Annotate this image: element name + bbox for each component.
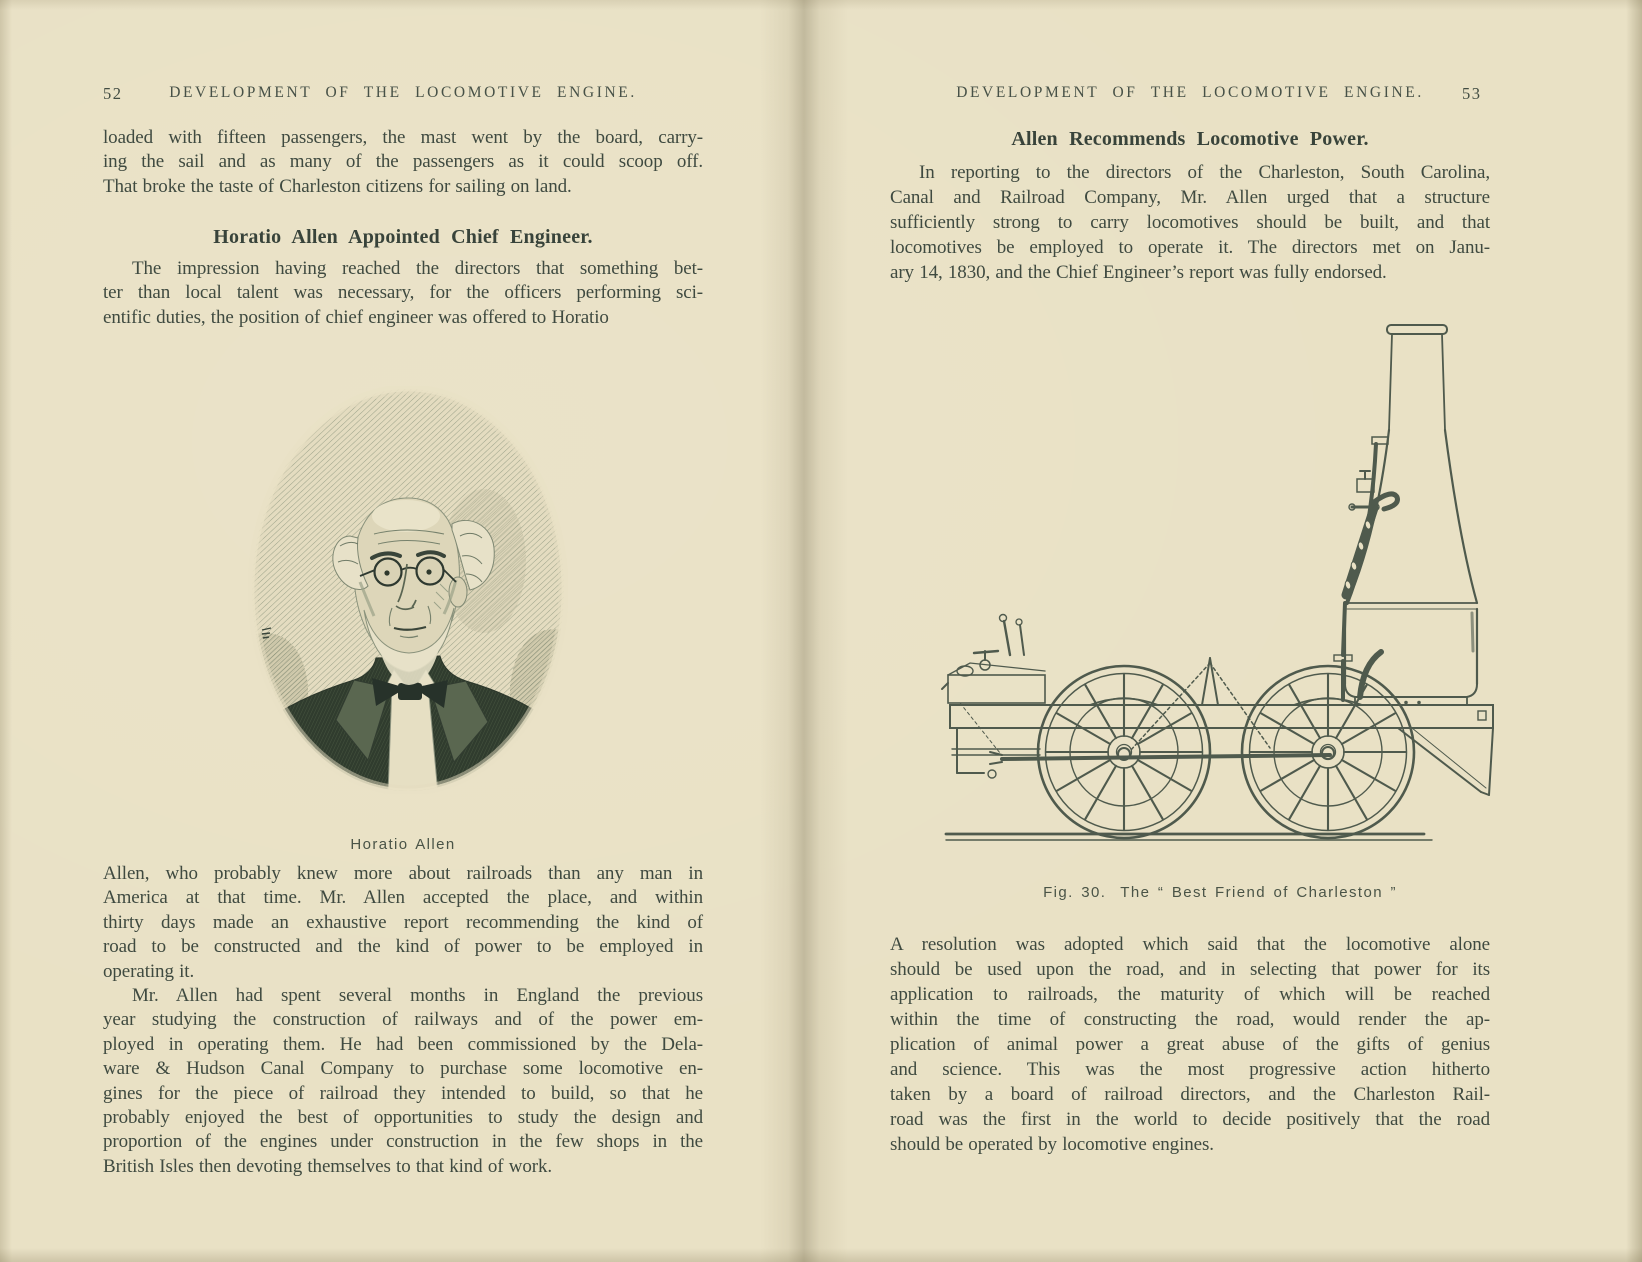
page-number-right: 53	[1462, 84, 1482, 103]
running-head-right: DEVELOPMENT OF THE LOCOMOTIVE ENGINE.	[956, 84, 1424, 101]
locomotive-figure-best-friend	[940, 303, 1495, 848]
horatio-allen-portrait-engraving	[248, 386, 568, 794]
platform-frame	[950, 699, 1493, 796]
running-head-left: DEVELOPMENT OF THE LOCOMOTIVE ENGINE.	[169, 84, 637, 101]
driving-wheel-right	[1242, 666, 1414, 838]
driving-wheel-left	[1038, 666, 1210, 838]
figure-caption	[940, 884, 1500, 901]
smokestack	[1387, 325, 1447, 430]
portrait-caption: Horatio Allen	[350, 836, 456, 853]
connecting-rod	[952, 747, 1334, 764]
paragraph: In reporting to the directors of the Charleston, South Carolina, Canal and Railroad Company, Mr. Allen urged that a structure sufficiently strong to carry locomotives should be built, and that locomotives be employed to operate it. The directors met on Janu- ary 14, 1830, and the Chief Engineer’s report was fully endorsed.	[890, 162, 1490, 283]
paragraph: Allen, who probably knew more about railroads than any man in America at that time. Mr. Allen accepted the place, and within thirty days made an exhaustive report recommending the kind of road to be constructed and the kind of power to be employed in operating it.	[103, 863, 703, 982]
figure-caption-label: Fig. 30.	[1043, 884, 1107, 901]
section-heading: Horatio Allen Appointed Chief Engineer.	[213, 226, 593, 248]
paragraph: A resolution was adopted which said that the locomotive alone should be used upon the road, and in selecting that power for its application to railroads, the maturity of which will be reached within the time of constructing the road, would render the ap- plication of animal power a great abuse of the gifts of genius and science. This was the most progressive action hitherto taken by a board of railroad directors, and the Charleston Rail- road was the first in the world to decide positively that the road should be operated by locomotive engines.	[890, 934, 1490, 1155]
paragraph: Mr. Allen had spent several months in England the previous year studying the construction of railways and of the power em- ployed in operating them. He had been commissioned by the Dela- ware & Hudson Canal Company to purchase some locomotive en- gines for the piece of railroad they intended to build, so that he probably enjoyed the best of opportunities to study the design and proportion of the engines under construction in the few shops in the British Isles then devoting themselves to that kind of work.	[103, 985, 703, 1177]
figure-caption-title: The “ Best Friend of Charleston ”	[1120, 884, 1397, 901]
boiler-pipework	[1334, 437, 1397, 700]
section-heading: Allen Recommends Locomotive Power.	[1011, 128, 1369, 150]
rail	[946, 834, 1432, 840]
page-number-left: 52	[103, 84, 123, 103]
page-53	[830, 0, 1642, 1262]
paragraph: loaded with fifteen passengers, the mast went by the board, carry- ing the sail and as many of the passengers as it could scoop off. That broke the taste of Charleston citizens for sailing on land.	[103, 127, 703, 197]
paragraph: The impression having reached the directors that something bet- ter than local talent was necessary, for the officers performing sci- entific duties, the position of chief engineer was offered to Horatio	[103, 258, 703, 328]
